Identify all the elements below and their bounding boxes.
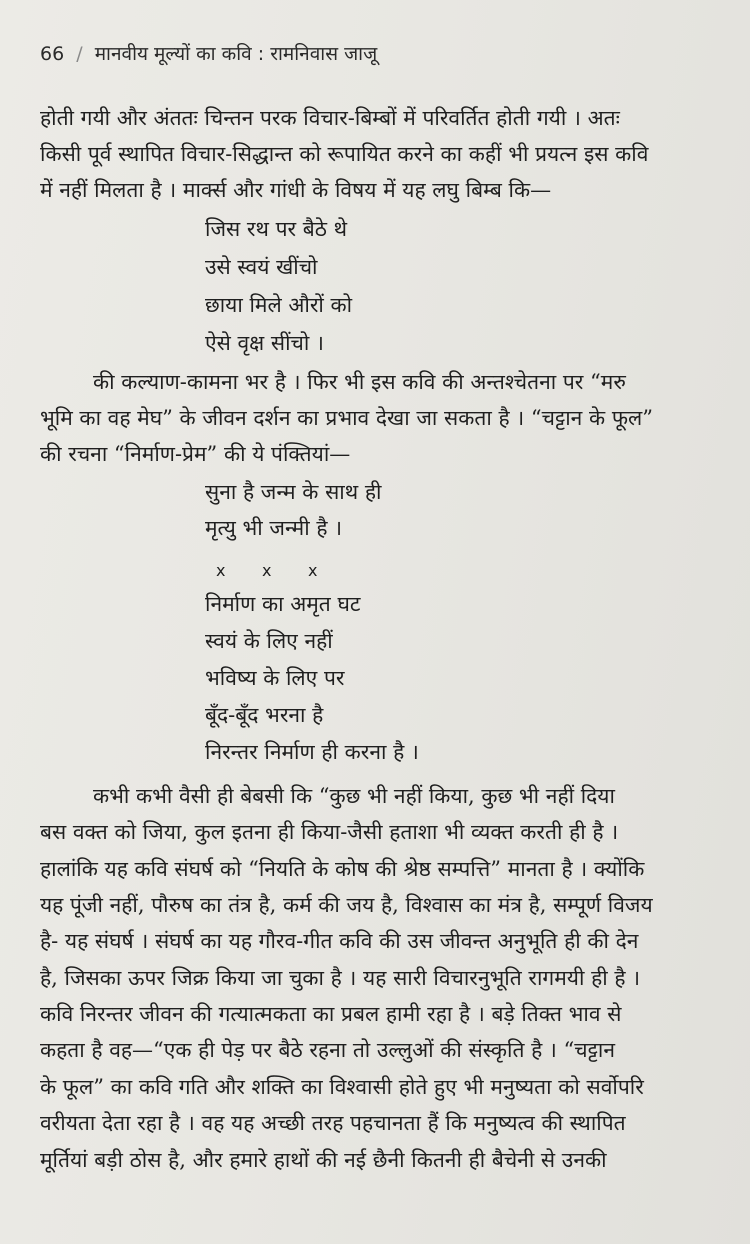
paragraph-line: की कल्याण-कामना भर है । फिर भी इस कवि की अन्तश्चेतना पर “मरु xyxy=(93,370,626,394)
verse-line: निर्माण का अमृत घट xyxy=(205,592,361,616)
verse-line: ऐसे वृक्ष सींचो । xyxy=(205,331,324,355)
paragraph-line: बस वक्त को जिया, कुल इतना ही किया-जैसी हताशा भी व्यक्त करती ही है । xyxy=(40,820,619,844)
paragraph-line: कभी कभी वैसी ही बेबसी कि “कुछ भी नहीं किया, कुछ भी नहीं दिया xyxy=(93,784,615,808)
paragraph-line: होती गयी और अंततः चिन्तन परक विचार-बिम्बों में परिवर्तित होती गयी । अतः xyxy=(40,106,620,130)
cross-mark: x xyxy=(308,561,318,580)
verse-line: सुना है जन्म के साथ ही xyxy=(205,480,382,504)
book-title: मानवीय मूल्यों का कवि : रामनिवास जाजू xyxy=(94,43,378,65)
paragraph-line: वरीयता देता रहा है । वह यह अच्छी तरह पहचानता हैं कि मनुष्यत्व की स्थापित xyxy=(40,1111,626,1135)
verse-line: बूँद-बूँद भरना है xyxy=(205,703,324,727)
verse-line: छाया मिले औरों को xyxy=(205,293,353,317)
running-header xyxy=(40,40,377,66)
paragraph-line: किसी पूर्व स्थापित विचार-सिद्धान्त को रूपायित करने का कहीं भी प्रयत्न इस कवि xyxy=(40,142,649,166)
verse-break-marks xyxy=(216,559,354,580)
paragraph-line: कवि निरन्तर जीवन की गत्यात्मकता का प्रबल हामी रहा है । बड़े तिक्त भाव से xyxy=(40,1002,622,1026)
page-number: 66 xyxy=(40,43,65,65)
paragraph-line: की रचना “निर्माण-प्रेम” की ये पंक्तियां— xyxy=(40,442,351,466)
paragraph-line: है, जिसका ऊपर जिक्र किया जा चुका है । यह सारी विचारनुभूति रागमयी ही है । xyxy=(40,966,641,990)
verse-line: जिस रथ पर बैठे थे xyxy=(205,217,348,241)
verse-line: स्वयं के लिए नहीं xyxy=(205,629,333,653)
paragraph-line: है- यह संघर्ष । संघर्ष का यह गौरव-गीत कवि की उस जीवन्त अनुभूति ही की देन xyxy=(40,929,639,953)
verse-line: उसे स्वयं खींचो xyxy=(205,255,318,279)
paragraph-line: हालांकि यह कवि संघर्ष को “नियति के कोष की श्रेष्ठ सम्पत्ति” मानता है । क्योंकि xyxy=(40,857,645,881)
paragraph-line: मूर्तियां बड़ी ठोस है, और हमारे हाथों की नई छैनी कितनी ही बैचेनी से उनकी xyxy=(40,1148,607,1172)
paragraph-line: के फूल” का कवि गति और शक्ति का विश्वासी होते हुए भी मनुष्यता को सर्वोपरि xyxy=(40,1075,644,1099)
cross-mark: x xyxy=(216,561,226,580)
verse-line: मृत्यु भी जन्मी है । xyxy=(205,516,343,540)
verse-line: भविष्य के लिए पर xyxy=(205,666,345,690)
header-separator: / xyxy=(76,43,83,65)
cross-mark: x xyxy=(262,561,272,580)
paragraph-line: यह पूंजी नहीं, पौरुष का तंत्र है, कर्म की जय है, विश्वास का मंत्र है, सम्पूर्ण विजय xyxy=(40,893,653,917)
paragraph-line: कहता है वह—“एक ही पेड़ पर बैठे रहना तो उल्लुओं की संस्कृति है । “चट्टान xyxy=(40,1038,615,1062)
paragraph-line: में नहीं मिलता है । मार्क्स और गांधी के विषय में यह लघु बिम्ब कि— xyxy=(40,178,552,202)
verse-line: निरन्तर निर्माण ही करना है । xyxy=(205,740,419,764)
paragraph-line: भूमि का वह मेघ” के जीवन दर्शन का प्रभाव देखा जा सकता है । “चट्टान के फूल” xyxy=(40,406,653,430)
